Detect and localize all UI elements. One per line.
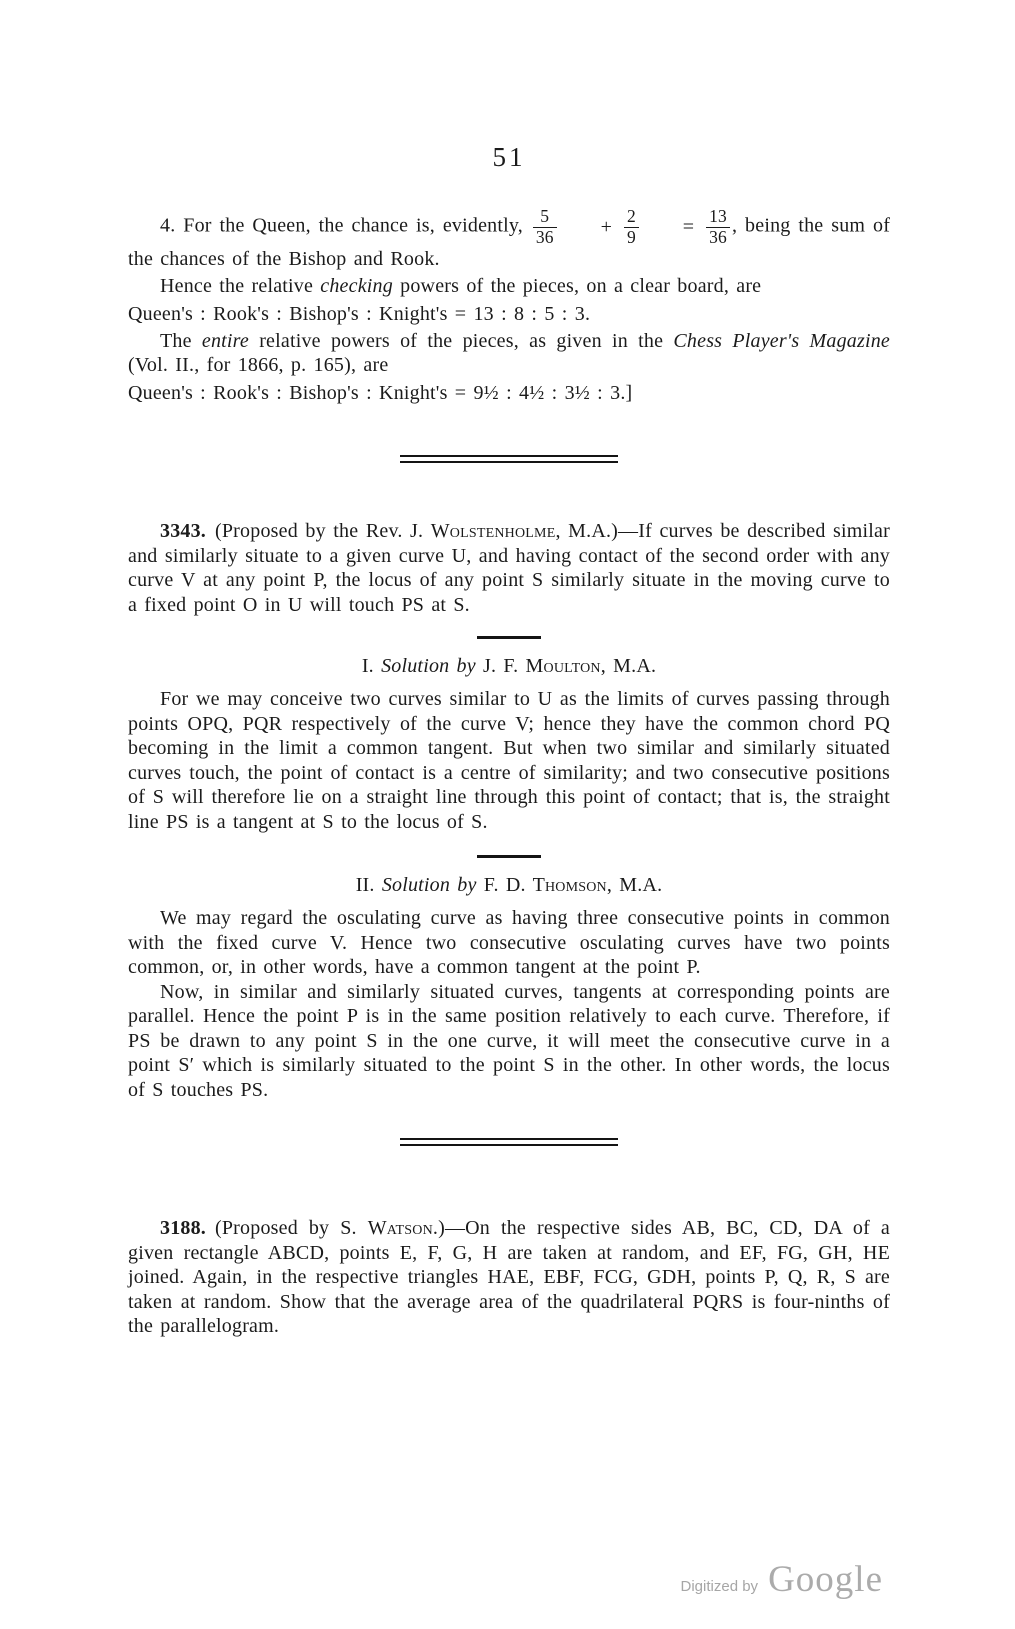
double-rule-separator [400,455,618,463]
solution-1-body: For we may conceive two curves similar to U as the limits of curves passing through points OPQ, PQR respectively of the curve V; hence they have the common chord PQ becoming in the limit a common tangent. But when two similar and similarly situated curves touch, the point of contact is a centre of similarity; and two consecutive positions of S will therefore lie on a straight line through this point of contact; that is, the straight line PS is a tangent at S to the locus of S. [128,688,890,833]
solution-1-numeral: I. [361,655,374,678]
item-number: 4. [160,214,176,237]
entire-mid: relative powers of the pieces, as given in the [249,329,674,352]
entire-powers-paragraph [128,329,890,378]
problem-3343-number: 3343. [160,520,206,543]
author-degree: , M.A. [600,655,657,678]
queen-chance-tail: , being the sum of the chances of the Bishop and Rook. [128,214,891,271]
short-rule-separator [477,855,541,858]
proposer-name-wolstenholme: Wolstenholme [430,520,556,543]
problem-3343 [128,519,890,617]
checking-powers-paragraph [128,274,890,299]
page-content [128,0,890,1339]
solution-2-heading [128,873,890,897]
plus-operator: + [600,215,613,238]
page-number: 51 [492,142,526,172]
problem-3343-text: , M.A.)—If curves be described similar and similarly situate to a given curve U, and having contact of the second order with any curve V at any point P, the locus of any point S similarly situate in the moving curve to a fixed point O in U will touch PS at S. [128,520,890,616]
author-name-thomson: F. D. Thomson [483,874,607,897]
entire-ratio-line: Queen's : Rook's : Bishop's : Knight's = 9½ : 4½ : 3½ : 3.] [128,381,633,404]
queen-chance-paragraph [128,207,890,272]
solution-by-label: Solution by [381,874,477,897]
fraction-denominator: 36 [533,227,557,248]
solution-1-heading [128,654,890,678]
fraction-denominator: 9 [624,227,639,248]
entire-pre: The [160,329,202,352]
digitized-by-label: Digitized by [680,1578,759,1595]
magazine-title: Chess Player's Magazine [673,329,890,352]
fraction-denominator: 36 [706,227,730,248]
problem-3188-pre: (Proposed by S. [215,1217,368,1240]
fraction-13-36 [706,207,730,247]
proposer-name-watson: Watson [367,1217,433,1240]
checking-emphasis: checking [320,274,393,297]
fraction-5-36 [533,207,557,247]
problem-3188-number: 3188. [160,1217,206,1240]
problem-3343-pre: (Proposed by the Rev. J. [215,520,431,543]
fraction-numerator: 13 [709,206,727,226]
author-name-moulton: J. F. Moulton [483,655,601,678]
solution-2-numeral: II. [355,874,375,897]
hence-pre: Hence the relative [160,274,321,297]
solution-2-paragraph-1: We may regard the osculating curve as having three consecutive points in common with the fixed curve V. Hence two consecutive osculating curves have two points common, or, in other words, have a common tangent at the point P. [128,907,890,979]
hence-post: powers of the pieces, on a clear board, are [392,274,762,297]
solution-by-label: Solution by [381,655,476,678]
google-watermark [681,1558,883,1601]
author-degree: , M.A. [606,874,663,897]
problem-3188-text: .)—On the respective sides AB, BC, CD, DA of a given rectangle ABCD, points E, F, G, H are taken at random, and EF, FG, GH, HE joined. Again, in the respective triangles HAE, EBF, FCG, GDH, points P, Q, R, S are taken at random. Show that the average area of the quadrilateral PQRS is four-ninths of the parallelogram. [128,1217,890,1338]
google-logo: Google [768,1559,883,1600]
entire-post: (Vol. II., for 1866, p. 165), are [128,354,389,377]
checking-ratio-line: Queen's : Rook's : Bishop's : Knight's = 13 : 8 : 5 : 3. [128,303,591,326]
equals-operator: = [682,215,695,238]
queen-chance-lead: For the Queen, the chance is, evidently, [183,214,523,237]
problem-3188 [128,1216,890,1339]
fraction-2-9 [624,207,639,247]
double-rule-separator [400,1138,618,1146]
fraction-numerator: 5 [540,206,550,226]
fraction-numerator: 2 [626,206,636,226]
short-rule-separator [477,636,541,639]
entire-emphasis: entire [201,329,249,352]
solution-2-paragraph-2: Now, in similar and similarly situated curves, tangents at corresponding points are parallel. Hence the point P is in the same position relatively to each curve. Therefore, if PS be drawn to any point S in the one curve, it will meet the consecutive curve in a point S′ which is similarly situated to the point S in the other. In other words, the locus of S touches PS. [128,980,890,1101]
